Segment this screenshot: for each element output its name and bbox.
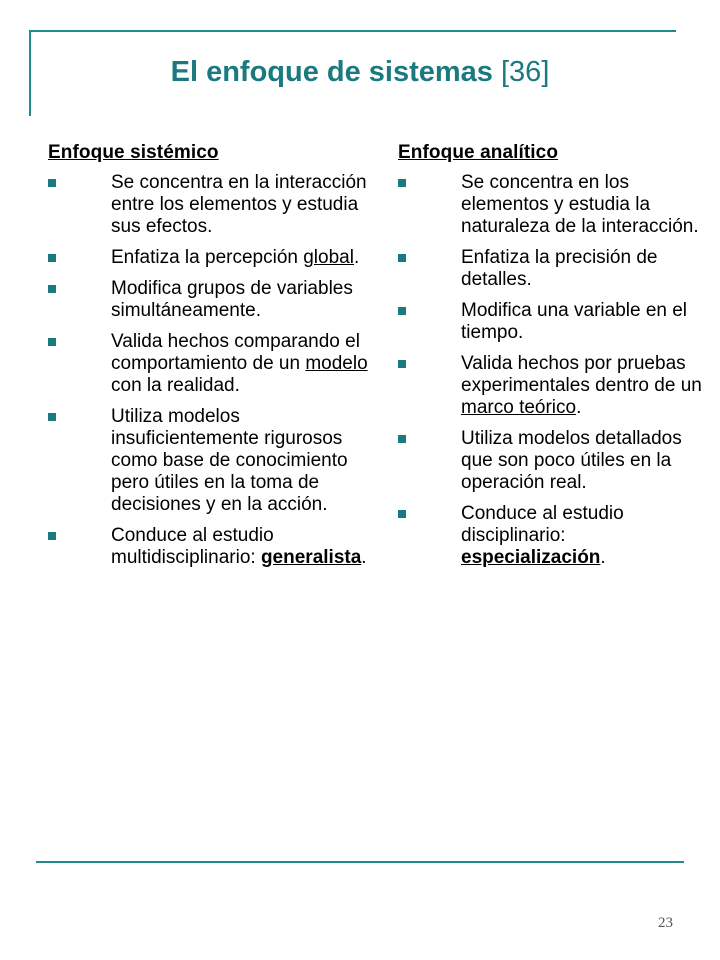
list-item — [48, 525, 378, 569]
item-link[interactable]: modelo — [305, 353, 368, 374]
bottom-divider — [36, 861, 684, 863]
item-text: Modifica una variable en el tiempo. — [461, 300, 688, 343]
square-bullet-icon — [48, 285, 56, 293]
list-item — [398, 172, 708, 238]
list-item — [398, 353, 708, 419]
square-bullet-icon — [398, 307, 406, 315]
square-bullet-icon — [398, 254, 406, 262]
item-text: con la realidad. — [111, 375, 240, 396]
list-item — [398, 300, 708, 344]
item-emphasis: generalista — [260, 547, 362, 568]
list-item — [48, 278, 378, 322]
item-text: Enfatiza la percepción — [111, 247, 304, 268]
square-bullet-icon — [398, 360, 406, 368]
slide-title-text: El enfoque de sistemas — [170, 56, 493, 88]
item-text: Conduce al estudio multidisciplinario: — [111, 525, 274, 568]
square-bullet-icon — [398, 435, 406, 443]
systemic-column — [48, 142, 378, 578]
item-text: Modifica grupos de variables simultáneamente. — [111, 278, 353, 321]
square-bullet-icon — [48, 338, 56, 346]
list-item — [398, 428, 708, 494]
systemic-heading: Enfoque sistémico — [48, 142, 219, 163]
square-bullet-icon — [48, 413, 56, 421]
item-text: Se concentra en los elementos y estudia la naturaleza de la interacción. — [461, 172, 699, 237]
square-bullet-icon — [398, 510, 406, 518]
item-text: Conduce al estudio disciplinario: — [461, 503, 624, 546]
square-bullet-icon — [398, 179, 406, 187]
item-text: Se concentra en la interacción entre los elementos y estudia sus efectos. — [111, 172, 367, 237]
item-text: Utiliza modelos detallados que son poco útiles en la operación real. — [461, 428, 682, 493]
analytic-column — [398, 142, 708, 578]
list-item — [398, 247, 708, 291]
item-text: . — [576, 397, 582, 418]
item-link[interactable]: marco teórico — [461, 397, 577, 418]
square-bullet-icon — [48, 532, 56, 540]
list-item — [48, 172, 378, 238]
analytic-heading: Enfoque analítico — [398, 142, 559, 163]
page-number: 23 — [658, 915, 673, 931]
item-text: Utiliza modelos insuficientemente rigurosos como base de conocimiento pero útiles en la toma de decisiones y en la acción. — [111, 406, 348, 515]
list-item — [48, 247, 378, 269]
item-text: . — [600, 547, 606, 568]
slide-title-reference: [36] — [501, 56, 550, 88]
item-text: Valida hechos comparando el comportamiento de un — [111, 331, 360, 374]
item-text: . — [353, 247, 360, 268]
item-text: . — [361, 547, 367, 568]
item-text: Valida hechos por pruebas experimentales dentro de un — [461, 353, 702, 396]
square-bullet-icon — [48, 254, 56, 262]
item-link[interactable]: global — [303, 247, 354, 268]
systemic-list — [48, 172, 378, 569]
square-bullet-icon — [48, 179, 56, 187]
list-item — [48, 406, 378, 516]
frame-top-line — [29, 30, 676, 32]
analytic-list — [398, 172, 708, 569]
item-emphasis: especialización — [461, 547, 601, 568]
list-item — [48, 331, 378, 397]
slide-title — [0, 56, 720, 89]
list-item — [398, 503, 708, 569]
item-text: Enfatiza la precisión de detalles. — [461, 247, 658, 290]
